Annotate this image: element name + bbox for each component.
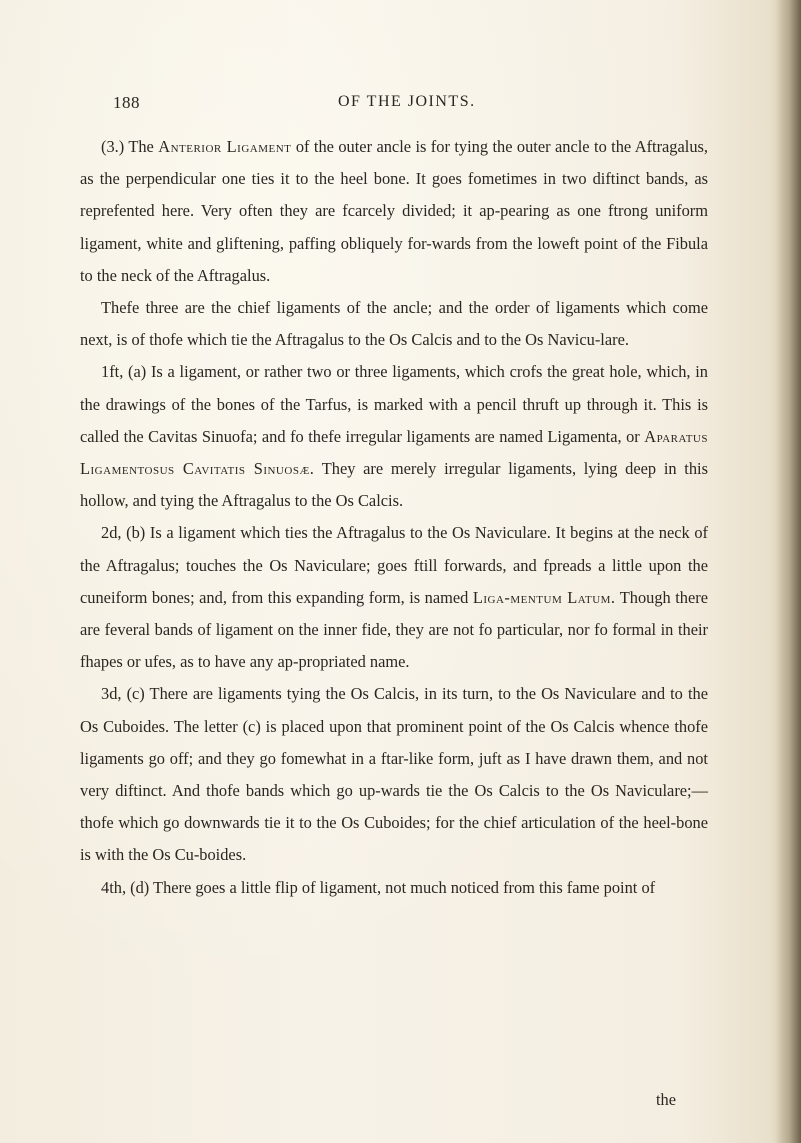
text-segment: 3d, (c) There are ligaments tying the Os Calcis, in its turn, to the Os Naviculare and to the Os Cuboides. The letter (c) is placed upon that prominent point of the Os Calcis whence thofe ligaments go off; and they go fomewhat in a ftar-like form, juft as I have drawn them, and not very diftinct. And thofe bands which go up-wards tie the Os Calcis to the Os Naviculare;—thofe which go downwards tie it to the Os Cuboides; for the chief articulation of the heel-bone is with the Os Cu-boides. <box>80 684 708 865</box>
small-caps-term: Aparatus Ligamentosus Cavitatis Sinuosæ. <box>80 426 708 479</box>
small-caps-term: Anterior Ligament <box>158 137 292 156</box>
running-head: OF THE JOINTS. <box>338 93 476 110</box>
paragraph <box>80 292 708 356</box>
catchword: the <box>656 1090 677 1109</box>
text-segment: Thefe three are the chief ligaments of the ancle; and the order of ligaments which come next, is of thofe which tie the Aftragalus to the Os Calcis and to the Os Navicu-lare. <box>80 298 708 350</box>
body-text <box>80 131 708 904</box>
paragraph <box>80 131 708 292</box>
text-segment: 4th, (d) There goes a little flip of ligament, not much noticed from this fame point of <box>101 877 656 897</box>
text-segment: 1ft, (a) Is a ligament, or rather two or three ligaments, which crofs the great hole, which, in the drawings of the bones of the Tarfus, is marked with a pencil thruft up through it. This is called the Cavitas Sinuofa; and fo thefe irregular ligaments are named Ligamenta, or <box>80 362 708 446</box>
text-segment: Though there are feveral bands of ligament on the inner fide, they are not fo particular, nor fo formal in their fhapes or ufes, as to have any ap-propriated name. <box>80 587 708 672</box>
paragraph <box>80 678 708 871</box>
text-segment: of the outer ancle is for tying the outer ancle to the Aftragalus, as the perpendicular one ties it to the heel bone. It goes fometimes in two diftinct bands, as reprefented here. Very often they are fcarcely divided; it ap-pearing as one ftrong uniform ligament, white and gliftening, paffing obliquely for-wards from the loweft point of the Fibula to the neck of the Aftragalus. <box>80 137 709 285</box>
small-caps-term: Liga-mentum Latum. <box>472 587 616 607</box>
page-number: 188 <box>113 93 140 112</box>
paragraph <box>80 872 708 904</box>
paragraph <box>80 356 708 517</box>
paragraph <box>80 517 708 678</box>
text-segment: They are merely irregular ligaments, lying deep in this hollow, and tying the Aftragalus to the Os Calcis. <box>80 459 708 511</box>
page-edge-shadow <box>775 0 801 1143</box>
page-header <box>113 93 733 119</box>
text-segment: 2d, (b) Is a ligament which ties the Aftragalus to the Os Naviculare. It begins at the neck of the Aftragalus; touches the Os Naviculare; goes ftill forwards, and fpreads a little upon the cuneiform bones; and, from this expanding form, is named <box>80 523 708 607</box>
text-segment: (3.) The <box>101 137 159 156</box>
